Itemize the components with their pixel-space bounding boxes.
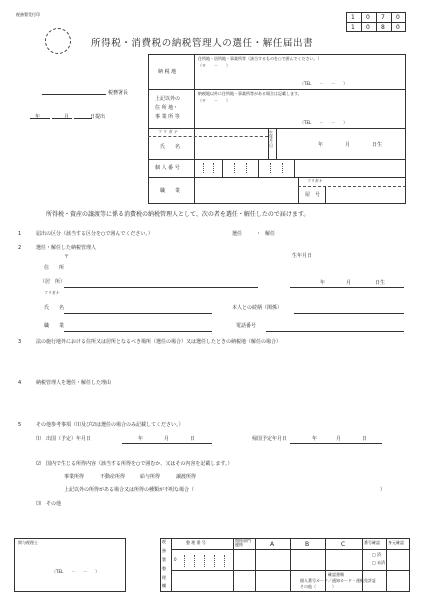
q1-return-day: 日 [362,436,368,442]
shop-name-field[interactable] [327,188,403,202]
rep-relation-field[interactable] [296,301,402,312]
income-other-field[interactable] [208,485,376,494]
q1-year: 年 [138,436,144,442]
doc-options: 個人番号カード／通知カード・運転免許証 [300,578,376,583]
other-address-tel: （TEL － － ） [300,120,348,125]
other-address-note: 納税地以外に住所地・事業所等がある場合は記載します。 [198,91,302,96]
option-dismiss[interactable]: 解任 [265,231,276,237]
form-title: 所得税・消費税の納税管理人の選任・解任届出書 [91,38,314,49]
col-ref-number: 整 理 番 号 [186,540,206,545]
q3-label: その他 [46,501,62,507]
rep-address-label: 住 所 [44,265,65,271]
serial-digit: 0 [396,14,400,21]
rep-birth-month: 月 [346,280,352,286]
rep-birth-label: 生年月日 [292,253,313,259]
rep-birth-era: 年 [320,280,326,286]
q1-label: 出国（予定）年月日 [46,436,92,442]
section1-number: 1 [18,231,22,237]
birth-month: 月 [345,142,351,148]
section4-number: 4 [18,380,22,386]
col-c: C [341,541,346,548]
serial-digit: 8 [381,24,385,31]
birth-label: 生年月日 [269,130,273,148]
date-day-label: 日提出 [90,114,106,120]
col-id-check: 身元確認 [388,540,404,545]
other-address-field[interactable] [198,106,402,118]
section1-text: 届出の区分（該当する区分を○で囲んでください。） [36,231,153,237]
name-field[interactable] [198,138,266,156]
my-number-label: 個 人 番 号 [155,165,180,171]
q1-number: ⑴ [36,436,42,442]
rep-job-label: 職 業 [44,323,65,329]
q1-day: 日 [190,436,196,442]
income-business[interactable]: 事業所得 [64,474,85,480]
col-number-check: 番号確認 [364,540,380,545]
doc-label: 確認書類 [328,572,344,577]
col-a: A [270,541,275,548]
job-field[interactable] [198,180,296,202]
rep-tel-field[interactable] [268,320,402,331]
shop-name-label: 屋 号 [305,192,321,198]
q1-return-year: 年 [312,436,318,442]
section4-text: 納税管理人を選任・解任した理由 [36,380,112,386]
id-check-done[interactable]: □ 済 [372,552,382,557]
side-label: 務 [162,548,166,553]
rep-tel-label: 電話番号 [236,323,257,329]
tax-place-label: 納 税 地 [158,69,177,75]
other-address-label-2: 住 所 地・ [155,105,179,111]
side-label: 署 [162,557,166,562]
tax-accountant-field[interactable] [18,550,122,568]
section4-field[interactable] [36,391,404,417]
rep-residence-label: （居 所） [40,279,66,285]
serial-digit: 0 [396,24,400,31]
col-relation: 関係部門連絡 [235,538,251,548]
q1-return-label: 帰国予定年月日 [252,436,288,442]
rep-birth-day: 日生 [375,280,386,286]
doc-other: その他（ ） [300,584,336,589]
job-label: 職 業 [160,188,181,194]
section3-number: 3 [18,339,22,345]
option-appoint[interactable]: 選任 [232,231,243,237]
q3-field[interactable] [66,510,404,530]
serial-digit: 1 [351,24,355,31]
tax-place-tel: （TEL － － ） [300,81,348,86]
section5-number: 5 [18,422,22,428]
q2-number: ⑵ [36,461,42,467]
income-other-label: 上記以外の所得がある場合又は所得の種類が不明な場合（ [64,487,195,493]
income-real-estate[interactable]: 不動産所得 [100,474,126,480]
birth-day: 日生 [372,142,383,148]
q2-label: 国内で生じる所得内容（該当する所得を○で囲むか、又はその内容を記載します。） [46,461,233,467]
other-address-label-1: 上記以外の [155,96,181,102]
section2-text: 選任・解任した納税管理人 [36,245,97,251]
rep-job-field[interactable] [66,320,210,331]
other-address-postal: （〒 － ） [198,98,230,103]
income-salary[interactable]: 給与所得 [140,474,161,480]
income-other-close: ） [380,487,386,493]
side-label: 理 [162,575,166,580]
tax-place-note: 住所地・居所地・事業所等（該当するものを○で囲んでください。） [198,56,322,61]
name-label: 氏 名 [160,144,181,150]
rep-relation-label: 本人との続柄（関係） [232,305,283,311]
other-address-label-3: 事 業 所 等 [155,114,180,120]
rep-furigana-label: フリガナ [44,290,60,295]
side-label: 整 [162,566,166,571]
furigana-label: フ リ ガ ナ [158,129,178,134]
rep-name-field[interactable] [66,298,210,312]
ref-zero: 0 [174,557,177,562]
tax-place-postal: （〒 － ） [198,63,230,68]
receipt-stamp-circle [45,28,71,54]
q3-number: ⑶ [36,501,42,507]
id-check-pending[interactable]: □ 未済 [372,560,386,565]
section2-number: 2 [18,245,22,251]
rep-name-label: 氏 名 [44,305,65,311]
postal-mark: 〒 [64,254,70,260]
birth-era: 年 [318,142,324,148]
date-month-label: 月 [64,114,70,120]
serial-digit: 0 [366,24,370,31]
tax-office-suffix: 税務署長 [108,90,129,96]
option-separator: ・ [256,231,262,237]
col-b: B [305,541,310,548]
income-transfer[interactable]: 譲渡所得 [176,474,197,480]
date-year-label: 年 [35,114,41,120]
intro-text: 所得税・資産の譲渡等に係る消費税の納税管理人として、次の者を選任・解任したので届けます。 [46,211,310,218]
q1-month: 月 [164,436,170,442]
office-stamp-label: 税務署受付印 [16,12,40,17]
serial-digit: 7 [381,14,385,21]
serial-digit: 0 [366,14,370,21]
tax-accountant-tel: （TEL － － ） [52,569,100,574]
tax-place-field[interactable] [198,71,402,81]
tax-accountant-label: 関与税理士 [18,540,38,545]
section3-field[interactable] [36,350,404,374]
side-label: 税 [162,539,166,544]
my-number-field[interactable] [196,160,404,176]
section3-text: 法の施行地外における住所又は居所となるべき場所（選任の場合）又は選任したときの納税地（解任の場合） [36,339,282,345]
section5-text: その他参考事項（⑴及び⑵は選任の場合のみ記載してください。） [36,422,184,428]
furigana2-label: フリガナ [307,178,323,183]
serial-digit: 1 [351,14,355,21]
q1-return-month: 月 [336,436,342,442]
rep-address-field[interactable] [66,262,256,286]
side-label: 欄 [162,583,166,588]
